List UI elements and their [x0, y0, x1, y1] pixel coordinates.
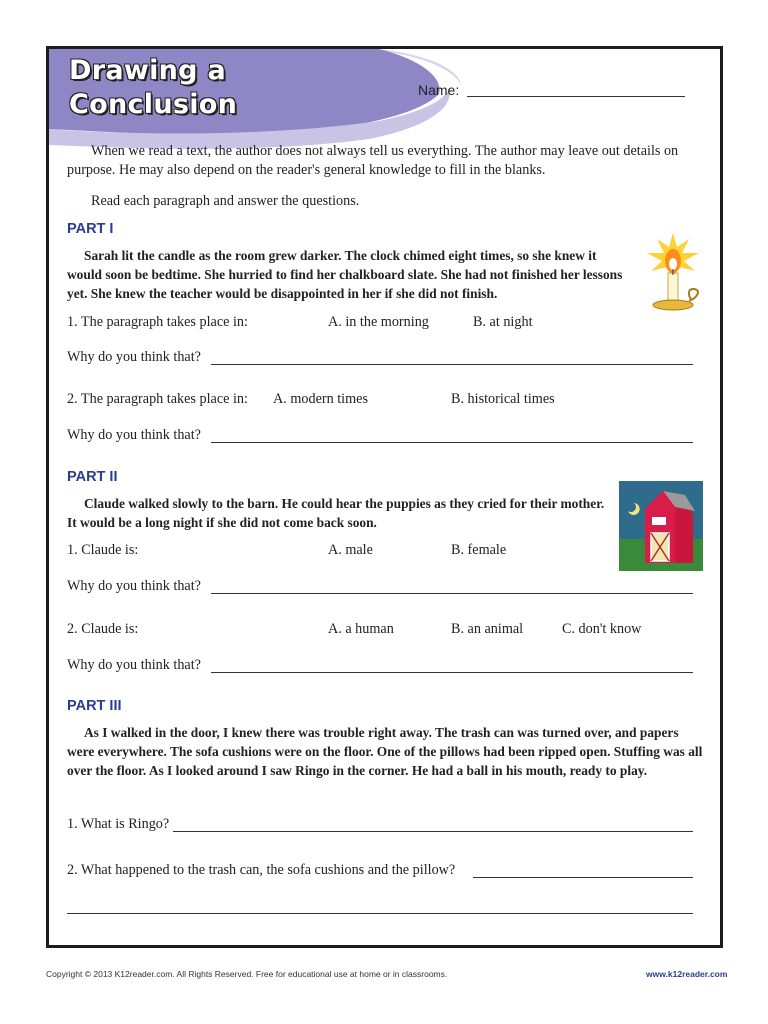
part-1-q2-option-b[interactable]: B. historical times — [451, 391, 555, 407]
title-line-1: Drawing a — [69, 55, 227, 86]
footer-url-link[interactable]: www.k12reader.com — [646, 969, 728, 979]
part-1-q1-option-b[interactable]: B. at night — [473, 314, 533, 330]
part-1-why-1: Why do you think that? — [67, 349, 201, 365]
part-2-q1-text: 1. Claude is: — [67, 542, 139, 558]
part-2-why-1: Why do you think that? — [67, 578, 201, 594]
title-line-2: Conclusion — [69, 89, 238, 120]
part-1-passage: Sarah lit the candle as the room grew darker. The clock chimed eight times, so she knew it would soon be bedtime. She hurried to find her chalkboard slate. She had not finished her lessons yet. She knew the teacher would be disappointed in her if she did not finish. — [67, 248, 623, 301]
name-line[interactable] — [467, 96, 685, 97]
part-2-q1-option-a[interactable]: A. male — [328, 542, 373, 558]
part-1-q2-text: 2. The paragraph takes place in: — [67, 391, 248, 407]
part-1-why-2: Why do you think that? — [67, 427, 201, 443]
part-3-answer-line-3[interactable] — [67, 913, 693, 914]
part-2-passage: Claude walked slowly to the barn. He could hear the puppies as they cried for their mother. It would be a long night if she did not come back soon. — [67, 496, 605, 530]
part-2-why-2: Why do you think that? — [67, 657, 201, 673]
name-label: Name: — [418, 82, 460, 98]
part-1-heading: PART I — [67, 221, 114, 237]
part-1-q1-text: 1. The paragraph takes place in: — [67, 314, 248, 330]
part-1-answer-line-1[interactable] — [211, 364, 693, 365]
part-3-q2-text: 2. What happened to the trash can, the sofa cushions and the pillow? — [67, 862, 456, 878]
part-3-heading: PART III — [67, 698, 122, 714]
barn-icon — [619, 481, 703, 571]
part-1-q2-option-a[interactable]: A. modern times — [273, 391, 368, 407]
part-2-answer-line-1[interactable] — [211, 593, 693, 594]
part-3-answer-line-2[interactable] — [473, 877, 693, 878]
part-1-q1-option-a[interactable]: A. in the morning — [328, 314, 429, 330]
footer-copyright: Copyright © 2013 K12reader.com. All Rights Reserved. Free for educational use at home or in classrooms. — [46, 969, 448, 979]
part-1-answer-line-2[interactable] — [211, 442, 693, 443]
part-2-q2-text: 2. Claude is: — [67, 621, 139, 637]
part-2-heading: PART II — [67, 469, 118, 485]
candle-icon — [643, 231, 703, 315]
part-2-q2-option-b[interactable]: B. an animal — [451, 621, 524, 637]
intro-instruction: Read each paragraph and answer the questions. — [91, 193, 360, 209]
part-3-passage: As I walked in the door, I knew there was trouble right away. The trash can was turned over, and papers were everywhere. The sofa cushions were on the floor. One of the pillows had been ripped open. Stuffing was all over the floor. As I looked around I saw Ringo in the corner. He had a ball in his mouth, ready to play. — [67, 725, 703, 778]
part-3-answer-line-1[interactable] — [173, 831, 693, 832]
part-2-q2-option-a[interactable]: A. a human — [328, 621, 394, 637]
part-2-answer-line-2[interactable] — [211, 672, 693, 673]
part-3-q1-text: 1. What is Ringo? — [67, 816, 170, 832]
intro-paragraph: When we read a text, the author does not always tell us everything. The author may leave out details on purpose. He may also depend on the reader's general knowledge to fill in the blanks. — [67, 143, 679, 178]
part-2-q2-option-c[interactable]: C. don't know — [562, 621, 642, 637]
worksheet-frame — [46, 46, 723, 948]
part-2-q1-option-b[interactable]: B. female — [451, 542, 507, 558]
